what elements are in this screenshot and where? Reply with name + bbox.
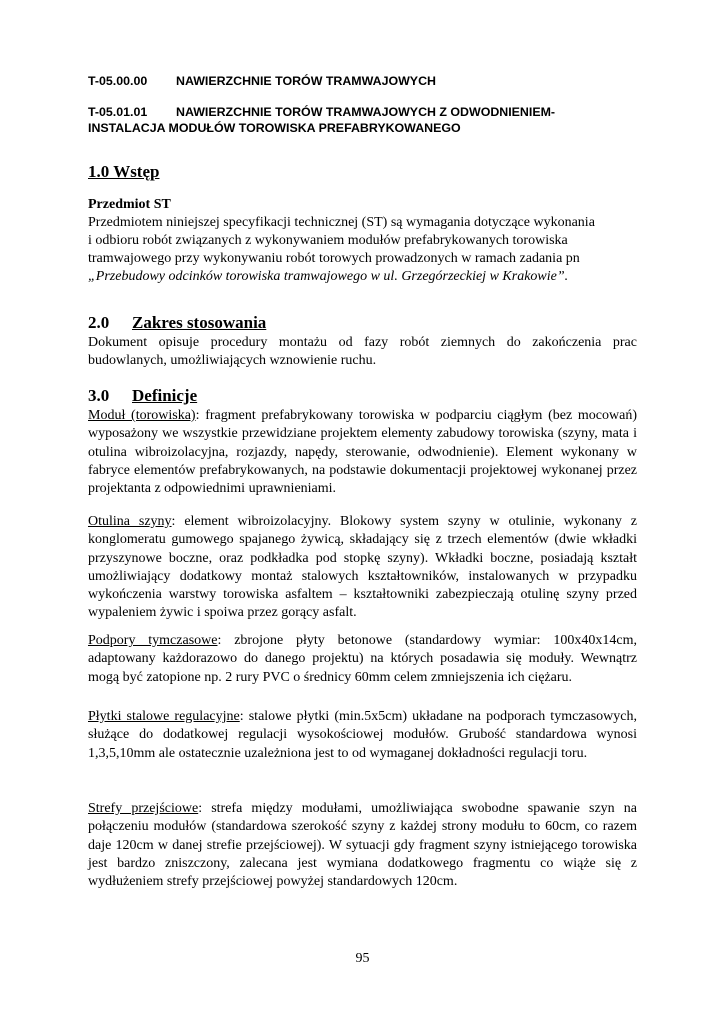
definition-term: Płytki stalowe regulacyjne <box>88 709 240 724</box>
definition-item <box>88 708 637 763</box>
definition-text: : stalowe płytki (min.5x5cm) układane na podporach tymczasowych, służące do dodatkowej regulacji wysokościowej modułów. Grubość standardowa wynosi 1,3,5,10mm ale ostatecznie uzależniona jest to od wymaganej dokładności regulacji toru. <box>88 709 637 761</box>
definition-text: : zbrojone płyty betonowe (standardowy wymiar: 100x40x14cm, adaptowany każdorazowo do danego projektu) na których posadawia się moduły. Wewnątrz mogą być zatopione np. 2 rury PVC o średnicy 60mm celem zmniejszenia ich ciężaru. <box>88 633 637 685</box>
definition-term: Otulina szyny <box>88 514 172 529</box>
spec-code: T-05.00.00 <box>88 74 148 88</box>
subsection-heading: Przedmiot ST <box>88 197 171 212</box>
definition-text: : element wibroizolacyjny. Blokowy system szyny w otulinie, wykonany z konglomeratu gumowego spajanego żywicą, składający się z trzech elementów (dwie wkładki przyszynowe boczne, oraz podkładka pod stopkę szyny). Wkładki boczne, posiadają kształt umożliwiający dodatkowy montaż stalowych kształtowników, instalowanych w przypadku wykończenia warstwy torowiska asfaltem – kształtowniki zabezpieczają otulinę szyny przed wypaleniem żywic i spoiwa przez gorący asfalt. <box>88 514 638 621</box>
section-number: 3.0 <box>88 386 110 405</box>
section-heading-definitions <box>88 386 197 406</box>
section-number: 2.0 <box>88 313 110 332</box>
body-line: i odbioru robót związanych z wykonywaniem modułów prefabrykowanych torowiska <box>88 233 568 248</box>
section-heading-intro: 1.0 Wstęp <box>88 162 160 181</box>
project-name: „Przebudowy odcinków torowiska tramwajowego w ul. Grzegórzeckiej w Krakowie”. <box>88 269 569 284</box>
spec-header-line-2 <box>88 104 555 120</box>
body-line: Przedmiotem niniejszej specyfikacji technicznej (ST) są wymagania dotyczące wykonania <box>88 215 595 230</box>
spec-title: NAWIERZCHNIE TORÓW TRAMWAJOWYCH Z ODWODNIENIEM- <box>176 105 556 119</box>
definition-term: Moduł (torowiska) <box>88 408 196 423</box>
body-line: tramwajowego przy wykonywaniu robót torowych prowadzonych w ramach zadania pn <box>88 251 580 266</box>
section-intro-body <box>88 214 595 286</box>
definition-term: Podpory tymczasowe <box>88 633 218 648</box>
page-number: 95 <box>355 951 370 966</box>
definition-item <box>88 407 637 498</box>
spec-code: T-05.01.01 <box>88 105 148 119</box>
scope-paragraph: Dokument opisuje procedury montażu od fazy robót ziemnych do zakończenia prac budowlanych, umożliwiających wznowienie ruchu. <box>88 335 637 369</box>
definition-term: Strefy przejściowe <box>88 801 199 816</box>
definition-item <box>88 800 637 891</box>
definition-item <box>88 632 637 687</box>
spec-header-line-3: INSTALACJA MODUŁÓW TOROWISKA PREFABRYKOWANEGO <box>88 121 461 135</box>
definition-text: : strefa między modułami, umożliwiająca swobodne spawanie szyn na połączeniu modułów (standardowa szerokość szyny z każdej strony modułu to 60cm, co razem daje 120cm w danej strefie przejściowej). W sytuacji gdy fragment szyny istniejącego torowiska jest bardzo zniszczony, zalecana jest wymiana dodatkowego fragmentu co wiąże się z wydłużeniem strefy przejściowej powyżej standardowych 120cm. <box>88 801 638 890</box>
section-title: Definicje <box>132 386 198 405</box>
spec-title: NAWIERZCHNIE TORÓW TRAMWAJOWYCH <box>176 74 436 88</box>
spec-header-line-1 <box>88 73 436 89</box>
definition-text: : fragment prefabrykowany torowiska w podparciu ciągłym (bez mocowań) wyposażony we wszystkie przewidziane projektem elementy zabudowy torowiska (szyny, mata i otulina wibroizolacyjna, rozjazdy, napędy, sterowanie, odwodnienie). Element wykonany w fabryce elementów prefabrykowanych, na podstawie dokumentacji projektowej wykonanej przez projektanta z odpowiednimi uprawnieniami. <box>88 408 637 497</box>
definition-item <box>88 513 637 623</box>
section-title: Zakres stosowania <box>132 313 267 332</box>
section-heading-scope <box>88 313 266 333</box>
